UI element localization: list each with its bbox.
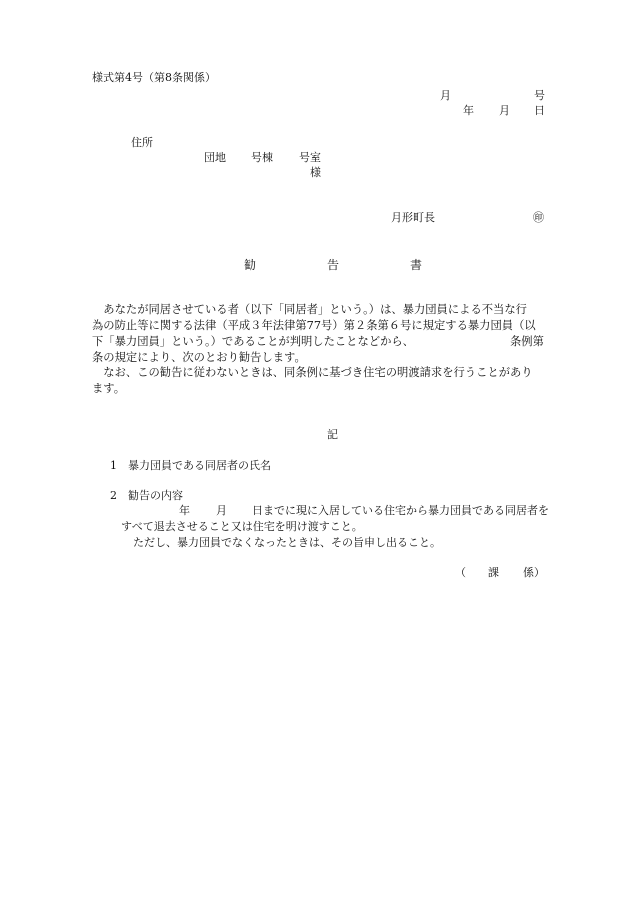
ki-heading: 記	[327, 428, 338, 441]
body-p2-line1: なお、この勧告に従わないときは、同条例に基づき住宅の明渡請求を行うことがあり	[92, 366, 533, 379]
room-label: 号室	[299, 151, 321, 164]
address-label: 住所	[131, 136, 153, 149]
doc-number-prefix: 月	[440, 89, 451, 102]
form-number: 様式第4号（第8条関係）	[92, 71, 216, 84]
item-2-heading: 2 勧告の内容	[110, 489, 183, 502]
danchi-label: 団地	[204, 151, 226, 164]
item-2-month: 月	[216, 504, 227, 517]
item-2-line1-rest: 日までに現に入居している住宅から暴力団員である同居者を	[252, 504, 549, 517]
body-p1-line2: 為の防止等に関する法律（平成３年法律第77号）第２条第６号に規定する暴力団員（以	[92, 319, 536, 332]
footer-ka: 課	[488, 566, 499, 579]
body-p2-line2: ます。	[92, 382, 125, 395]
body-p1-line4: 条の規定により、次のとおり勧告します。	[92, 351, 306, 364]
seal-mark: ㊞	[533, 211, 544, 224]
body-p1-line1: あなたが同居させている者（以下「同居者」という。）は、暴力団員による不当な行	[92, 303, 527, 316]
date-year: 年	[463, 104, 474, 117]
title-char-1: 勧	[244, 258, 257, 272]
footer-kakari: 係）	[523, 566, 545, 579]
date-month: 月	[499, 104, 510, 117]
sender-name: 月形町長	[391, 211, 435, 224]
title-char-3: 書	[410, 258, 423, 272]
item-2-year: 年	[179, 504, 190, 517]
building-label: 号棟	[251, 151, 273, 164]
body-p1-line3: 下「暴力団員」という。）であることが判明したことなどから、	[92, 335, 414, 348]
item-1: 1 暴力団員である同居者の氏名	[110, 459, 271, 472]
item-2-line2: すべて退去させること又は住宅を明け渡すこと。	[121, 520, 363, 533]
honorific-label: 様	[310, 166, 321, 179]
footer-open-paren: （	[455, 566, 466, 579]
doc-number-suffix: 号	[534, 89, 545, 102]
body-p1-line3-end: 条例第	[510, 335, 544, 348]
date-day: 日	[534, 104, 545, 117]
item-2-line3: ただし、暴力団員でなくなったときは、その旨申し出ること。	[133, 536, 441, 549]
title-char-2: 告	[327, 258, 340, 272]
